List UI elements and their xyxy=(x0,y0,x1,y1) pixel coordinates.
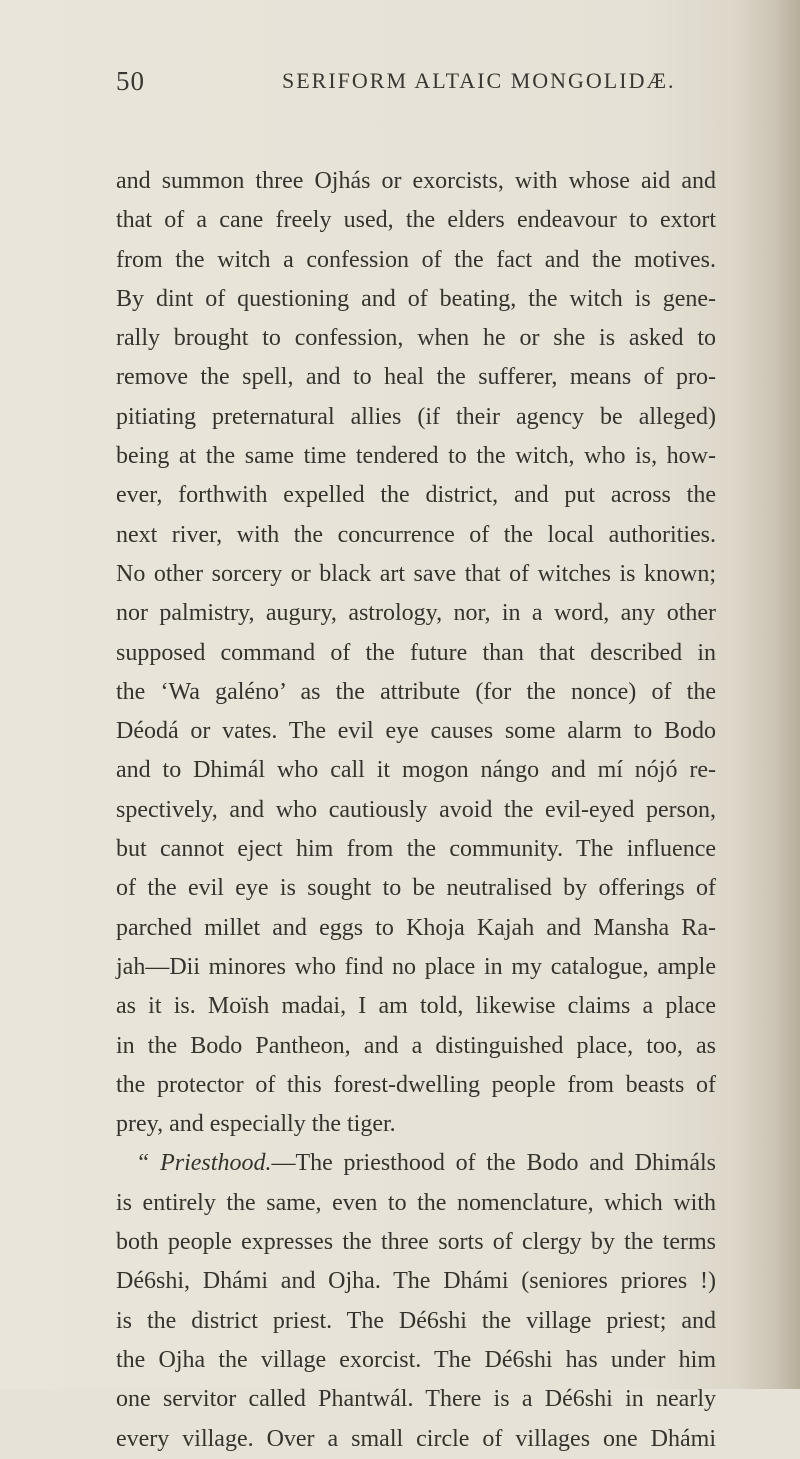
text-line: in the Bodo Pantheon, and a distinguished place, too, as xyxy=(116,1032,716,1059)
section-heading-line xyxy=(116,1144,716,1183)
text-line: one servitor called Phantwál. There is a Dé6shi in nearly xyxy=(116,1386,716,1413)
text-line: is entirely the same, even to the nomenclature, which with xyxy=(116,1189,716,1216)
text-line: No other sorcery or black art save that of witches is known; xyxy=(116,560,716,587)
text-line: By dint of questioning and of beating, the witch is gene- xyxy=(116,285,716,312)
text-line: being at the same time tendered to the witch, who is, how- xyxy=(116,443,716,470)
text-line: as it is. Moïsh madai, I am told, likewise claims a place xyxy=(116,993,716,1020)
text-line: spectively, and who cautiously avoid the evil-eyed person, xyxy=(116,796,716,823)
body-text xyxy=(116,162,716,1459)
paragraph-last-line: prey, and especially the tiger. xyxy=(116,1111,396,1138)
text-line: is the district priest. The Dé6shi the village priest; and xyxy=(116,1307,716,1334)
text-line: and to Dhimál who call it mogon nángo and mí nójó re- xyxy=(116,757,716,784)
text-line: the protector of this forest-dwelling people from beasts of xyxy=(116,1071,716,1098)
text-line: parched millet and eggs to Khoja Kajah and Mansha Ra- xyxy=(116,914,716,941)
text-line: the ‘Wa galéno’ as the attribute (for the nonce) of the xyxy=(116,678,716,705)
text-line: of the evil eye is sought to be neutralised by offerings of xyxy=(116,875,716,902)
text-line: both people expresses the three sorts of clergy by the terms xyxy=(116,1229,716,1256)
text-line: pitiating preternatural allies (if their agency be alleged) xyxy=(116,403,716,430)
text-line: but cannot eject him from the community. The influence xyxy=(116,836,716,863)
section-heading-continuation: —The priesthood of the Bodo and Dhimáls xyxy=(271,1150,716,1177)
text-line: remove the spell, and to heal the sufferer, means of pro- xyxy=(116,364,716,391)
text-line: that of a cane freely used, the elders endeavour to extort xyxy=(116,207,716,234)
text-line: next river, with the concurrence of the local authorities. xyxy=(116,521,716,548)
text-line: the Ojha the village exorcist. The Dé6shi has under him xyxy=(116,1346,716,1373)
text-line: from the witch a confession of the fact and the motives. xyxy=(116,246,716,273)
page-header xyxy=(116,66,716,106)
text-line: rally brought to confession, when he or she is asked to xyxy=(116,325,716,352)
text-line: Dé6shi, Dhámi and Ojha. The Dhámi (seniores priores !) xyxy=(116,1268,716,1295)
text-line: every village. Over a small circle of villages one Dhámi xyxy=(116,1425,716,1452)
running-head: SERIFORM ALTAIC MONGOLIDÆ. xyxy=(282,68,676,93)
text-line: nor palmistry, augury, astrology, nor, in a word, any other xyxy=(116,600,716,627)
text-line: Déodá or vates. The evil eye causes some alarm to Bodo xyxy=(116,718,716,745)
text-line: supposed command of the future than that described in xyxy=(116,639,716,666)
page-number: 50 xyxy=(116,66,145,96)
section-heading: “ Priesthood. xyxy=(136,1150,272,1177)
text-line: ever, forthwith expelled the district, and put across the xyxy=(116,482,716,509)
text-line: jah—Dii minores who find no place in my catalogue, ample xyxy=(116,953,716,980)
text-line: and summon three Ojhás or exorcists, with whose aid and xyxy=(116,168,716,194)
